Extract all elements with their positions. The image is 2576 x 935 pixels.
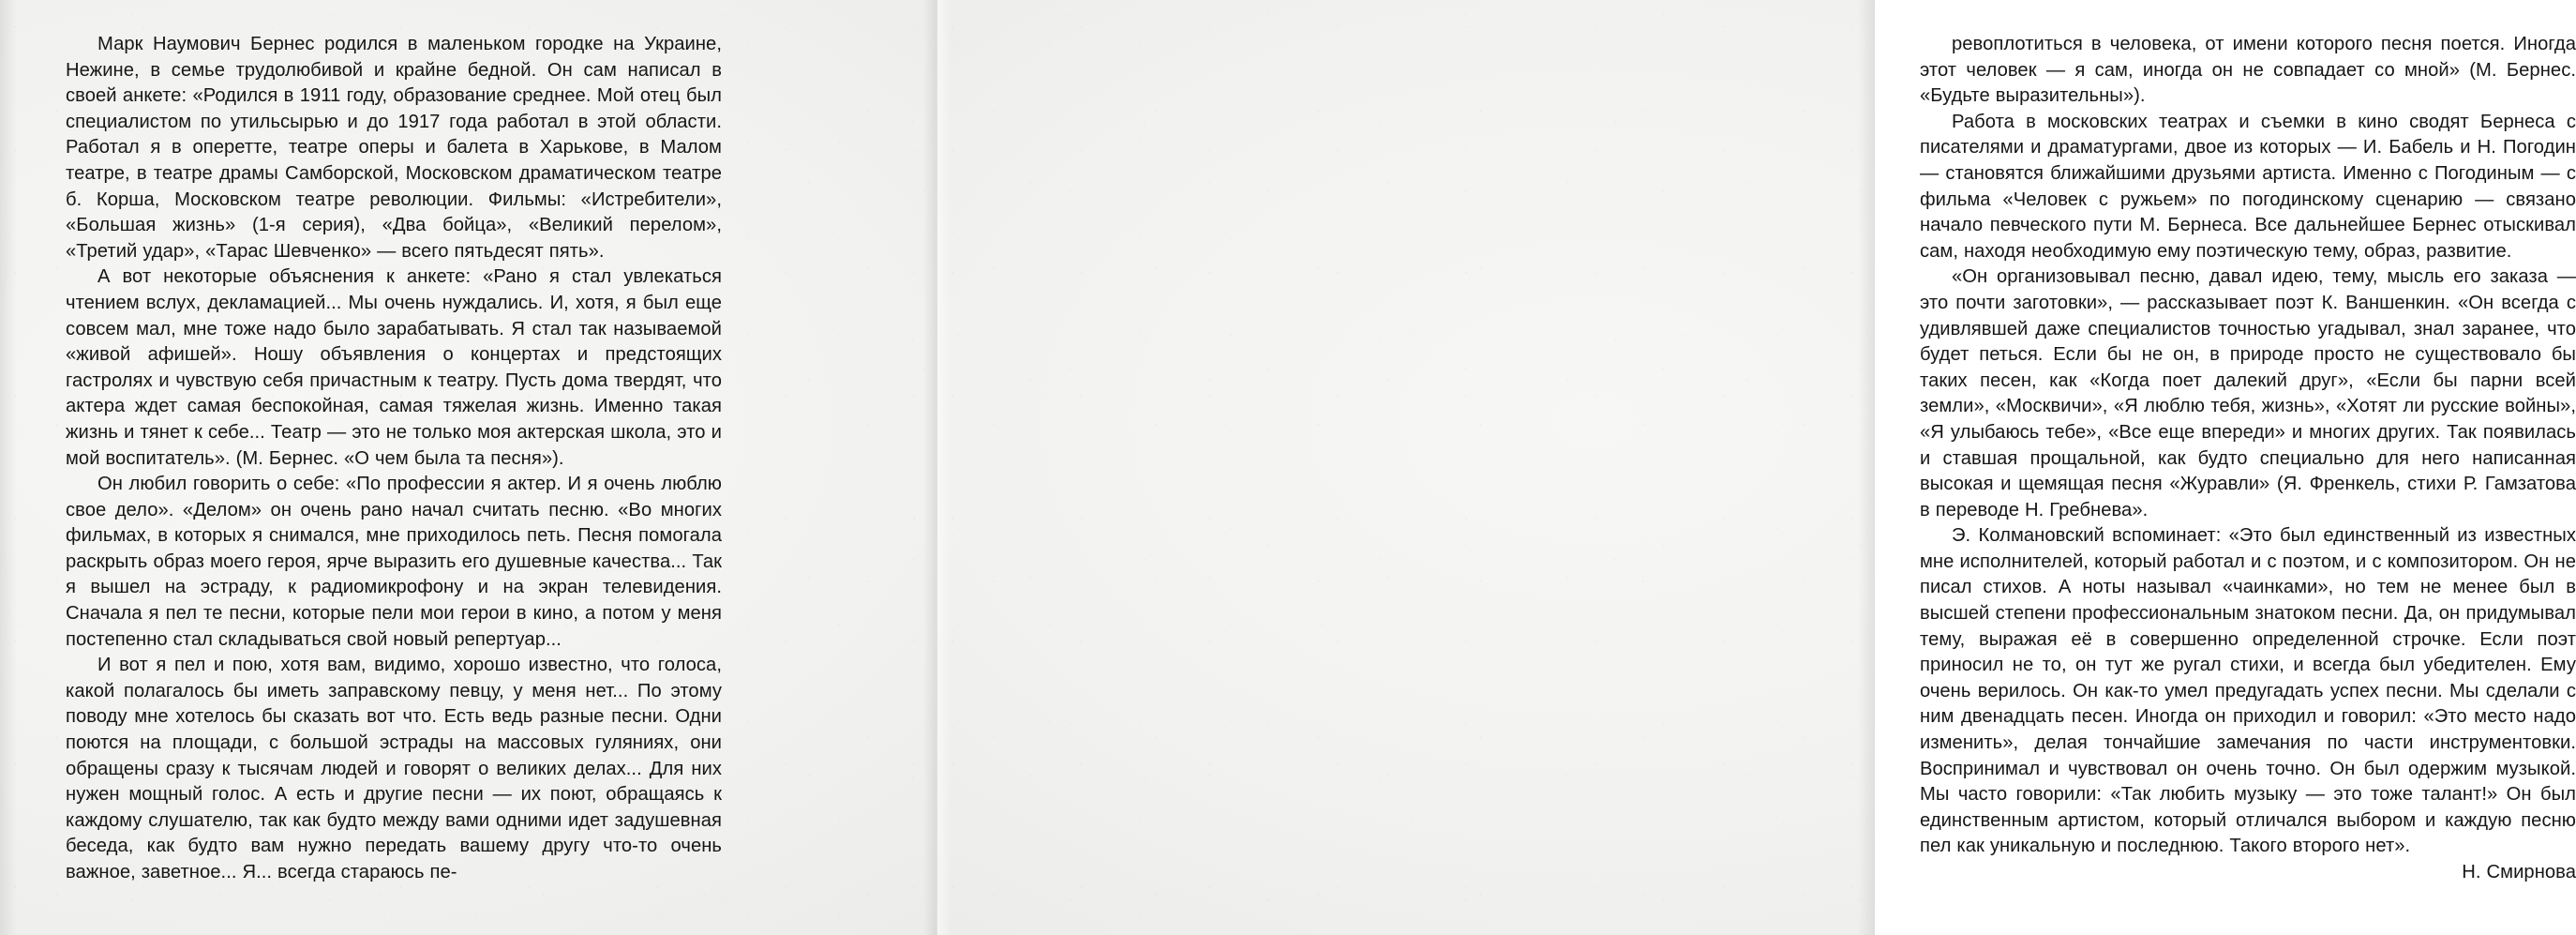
- paragraph: Он любил говорить о себе: «По профессии я актер. И я очень люблю свое дело». «Делом» он очень рано начал считать песню. «Во многих фильмах, в которых я снимался, мне приходилось петь. Песня помогала раскрыть образ моего героя, ярче выразить его душевные качества... Так я вышел на эстраду, к радиомикрофону и на экран телевидения. Сначала я пел те песни, которые пели мои герои в кино, а потом у меня постепенно стал складываться свой новый репертуар...: [66, 474, 722, 650]
- paragraph: И вот я пел и пою, хотя вам, видимо, хорошо известно, что голоса, какой полагалось бы иметь заправскому певцу, у меня нет... По этому поводу мне хотелось бы сказать вот что. Есть ведь разные песни. Одни поются на площади, с большой эстрады на массовых гуляниях, они обращены сразу к тысячам людей и говорят о великих делах... Для них нужен мощный голос. А есть и другие песни — их поют, обращаясь к каждому слушателю, так как будто между вами одними идет задушевная беседа, как будто вам нужно передать вашему другу что-то очень важное, заветное... Я... всегда стараюсь пе-: [66, 655, 722, 882]
- author-signature: Н. Смирнова: [2462, 862, 2576, 882]
- paragraph: Марк Наумович Бернес родился в маленьком городке на Украине, Нежине, в семье трудолюбивой и крайне бедной. Он сам написал в своей анкете: «Родился в 1911 году, образование среднее. Мой отец был специалистом по утильсырью и до 1917 года работал в этой области. Работал я в оперетте, театре оперы и балета в Харькове, в Малом театре, в театре драмы Самборской, Московском драматическом театре б. Корша, Московском театре революции. Фильмы: «Истребители», «Большая жизнь» (1-я серия), «Два бойца», «Великий перелом», «Третий удар», «Тарас Шевченко» — всего пятьдесят пять».: [66, 34, 722, 262]
- right-page: [937, 0, 2576, 935]
- left-page-edge-shading: [0, 0, 17, 935]
- right-page-text-column: [1920, 32, 2576, 886]
- paragraph: А вот некоторые объяснения к анкете: «Рано я стал увлекаться чтением вслух, декламацией... Мы очень нуждались. И, хотя, я был еще совсем мал, мне тоже надо было зарабатывать. Я стал так называемой «живой афишей». Ношу объявления о концертах и предстоящих гастролях и чувствую себя причастным к театру. Пусть дома твердят, что актера ждет самая беспокойная, самая тяжелая жизнь. Именно такая жизнь и тянет к себе... Театр — это не только моя актерская школа, это и мой воспитатель». (М. Бернес. «О чем была та песня»).: [66, 266, 722, 469]
- left-page-text-column: [66, 32, 722, 886]
- paragraph: «Он организовывал песню, давал идею, тему, мысль его заказа — это почти заготовки», — рассказывает поэт К. Ваншенкин. «Он всегда с удивлявшей даже специалистов точностью угадывал, знал заранее, что будет петься. Если бы не он, в природе просто не существовало бы таких песен, как «Когда поет далекий друг», «Если бы парни всей земли», «Москвичи», «Я люблю тебя, жизнь», «Хотят ли русские войны», «Я улыбаюсь тебе», «Все еще впереди» и многих других. Так появилась и ставшая прощальной, как будто специально для него написанная высокая и щемящая песня «Журавли» (Я. Френкель, стихи Р. Гамзатова в переводе Н. Гребнева».: [1920, 266, 2576, 520]
- paragraph: Работа в московских театрах и съемки в кино сводят Бернеса с писателями и драматургами, двое из которых — И. Бабель и Н. Погодин — становятся ближайшими друзьями артиста. Именно с Погодиным — с фильма «Человек с ружьем» по погодинскому сценарию — связано начало певческого пути М. Бернеса. Все дальнейшее Бернес отыскивал сам, находя необходимую ему поэтическую тему, образ, развитие.: [1920, 111, 2576, 262]
- paragraph: Э. Колмановский вспоминает: «Это был единственный из известных мне исполнителей, который работал и с поэтом, и с композитором. Он не писал стихов. А ноты называл «чаинками», но тем не менее был в высшей степени профессиональным знатоком песни. Да, он придумывал тему, выражая её в совершенно определенной строчке. Если поэт приносил не то, он тут же ругал стихи, и всегда был убедителен. Ему очень верилось. Он как-то умел предугадать успех песни. Мы сделали с ним двенадцать песен. Иногда он приходил и говорил: «Это место надо изменить», делая тончайшие замечания по части инструментовки. Воспринимал и чувствовал он очень точно. Он был одержим музыкой. Мы часто говорили: «Так любить музыку — это тоже талант!» Он был единственным артистом, который отличался выбором и каждую песню пел как уникальную и последнюю. Такого второго нет».: [1920, 525, 2576, 857]
- right-page-edge-shading: [1858, 0, 1875, 935]
- left-page: [0, 0, 937, 935]
- paper-texture-overlay: [937, 0, 1875, 935]
- paragraph: ревоплотиться в человека, от имени которого песня поется. Иногда этот человек — я сам, иногда он не совпадает со мной» (М. Бернес. «Будьте выразительны»).: [1920, 34, 2576, 107]
